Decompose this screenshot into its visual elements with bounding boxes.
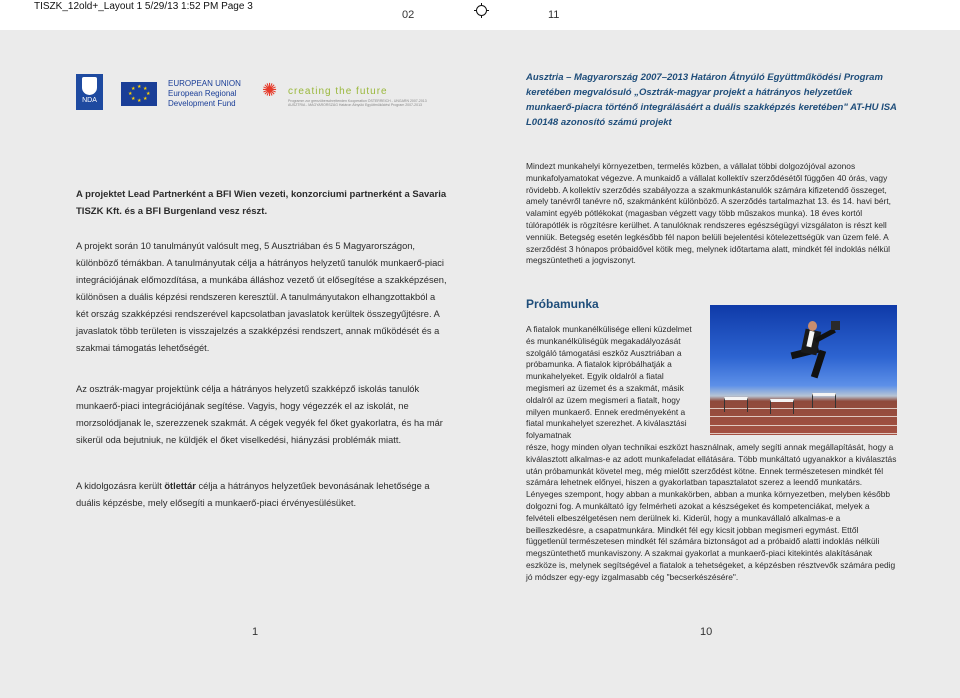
- top-page-number-left: 02: [402, 9, 415, 21]
- paragraph-selection: része, hogy minden olyan technikai eszközt használnak, amely segíti annak megállapítását, hogy a kiválasztott alkalmas-e az adott munkafeladat ellátására. Több munkáltató ugyanakkor a kiválasztás után próbamunkát követel meg, még mielőtt szerződést kötne. Ennek természetesen mindkét fél számára lehetnek előnyei, hiszen a gyakorlatban tapasztalatot szerez a leendő munkatárs. Lényeges szempont, hogy abban a munkakörben, abban a munka környezetben, melyben később dolgozni fog. A munkáltató így felmérheti azokat a készségeket és kompetenciákat, melyek a felvételi elbeszélgetésen nem derülnek ki. Kiderül, hogy a munkavállaló alkalmas-e a beilleszkedésre, a csapatmunkára. Mindkét fél egy kicsit jobban megismeri egymást. Ettől függetlenül természetesen mindkét fél számára biztonságot ad a próbaidő alatti indoklás nélküli megszüntethető munkaviszony. A szakmai gyakorlat a munkaerő-piaci kitekintés alakításának eszköze is, melynek segítségével a fiatalok a tehetségeket, a képzésben résztvevők számára pedig jó módszer egy-egy izgalmasabb cég "becserkészésére".: [526, 442, 897, 582]
- section-heading: Próbamunka: [526, 297, 599, 311]
- paragraph-project-goal: Az osztrák-magyar projektünk célja a hátrányos helyzetű szakképző iskolás tanulók munkaerő-piaci integrációjának segítése. Vagyis, hogy végezzék el az iskolát, ne morzsolódjanak le, szerezzenek szakmát. A cégek vegyék fel őket gyakorlatra, és ha már sikerül oda bejutniuk, ne küldjék el őket viselkedési, hiányzási problémák miatt.: [76, 384, 443, 445]
- hurdle: [724, 397, 748, 412]
- paragraph-study-trips: A projekt során 10 tanulmányút valósult meg, 5 Ausztriában és 5 Magyarországon, különböző témákban. A tanulmányutak célja a hátrányos helyzetű tanulók munkaerő-piaci integrációjának előmozdítása, a munkába álláshoz vezető út elősegítése a szakképzésen, különösen a duális képzési rendszeren keresztül. A tanulmányutakon elhangzottakból a két ország szakképzési rendszerével kapcsolatban javaslatok kerültek összegyűjtésre. A javaslatok több területen is visszajelzés a szakképzési rendszert, annak működését és a szakmai támogatás lehetőségét.: [76, 241, 447, 353]
- nda-label: NDA: [82, 97, 97, 104]
- paragraph-idea-bank: A kidolgozásra került ötlettár célja a hátrányos helyzetűek bevonásának lehetősége a duális képzésbe, mely elősegíti a munkaerő-piaci érvényesülésüket.: [76, 481, 430, 508]
- hurdle: [770, 399, 794, 414]
- logo-strip: [76, 74, 456, 114]
- eu-flag-icon: ★ ★ ★ ★ ★ ★ ★ ★: [121, 82, 157, 106]
- print-slug: TISZK_12old+_Layout 1 5/29/13 1:52 PM Page 3: [34, 1, 253, 12]
- registration-mark-icon: [474, 3, 489, 18]
- nda-crest-icon: [82, 77, 97, 95]
- nda-logo: [76, 74, 103, 110]
- intro-paragraph: A projektet Lead Partnerként a BFI Wien vezeti, konzorciumi partnerként a Savaria TISZK Kft. és a BFI Burgenland vesz részt.: [76, 189, 447, 217]
- hurdle: [812, 393, 836, 408]
- businessman-runner: [790, 319, 840, 381]
- creating-the-future-logo-icon: ✺: [262, 80, 278, 100]
- paragraph-trial-work: A fiatalok munkanélkülisége elleni küzdelmet és munkanélküliségük megakadályozását szolgáló támogatási eszköz Ausztriában a próbamunka. A fiatalok kipróbálhatják a munkahelyeket. Egyik oldalról a fiatal megismeri az üzemet és a szakmát, másik oldalról az üzem megismeri a fiatalt, hogy milyen munkaerő. Ennek eredményeként a fiatal munkahelyet szerezhet. A kiválasztási folyamatnak: [526, 324, 692, 441]
- eu-text: EUROPEAN UNION European Regional Development Fund: [168, 79, 241, 108]
- paragraph-workplace: Mindezt munkahelyi környezetben, termelés közben, a vállalat többi dolgozójóval azonos munkafolyamatokat végezve. A munkaidő a vállalat kollektív szerződésétől függően 40 órás, vagy rövidebb. A kollektív szerződés szabályozza a szakmunkástanulók számára kifizetendő összeget, amely tanévről tanévre nő, szakmánként különböző. A szerződés tartalmazhat 13. és 14. havi bért, valamint egyéb pótlékokat (magasban végzett vagy több műszakos munka). 18 éves kortól túlórapótlék is rögzítésre kerülhet. A tanulóknak rendszeres egészségügyi vizsgálaton is részt kell venniük. Betegség esetén legkésőbb fél napon belüli bejelentési kötelezettségük van üzem felé. A szerződést 3 hónapos próbaidővel kötik meg, melynek időtartama alatt, mindkét fél indoklás nélkül megszüntetheti a jogviszonyt.: [526, 161, 891, 266]
- page-number-right: 10: [700, 626, 713, 638]
- page-number-left: 1: [252, 626, 259, 638]
- hurdler-photo: [710, 305, 897, 435]
- project-header: Ausztria – Magyarország 2007–2013 Határon Átnyúló Együttműködési Program keretében megvalósuló „Osztrák-magyar projekt a hátrányos helyzetűek munkaerő-piacra történő integrálásáért a duális szakképzés keretében" AT-HU ISA L00148 azonosító számú projekt: [526, 72, 897, 128]
- top-page-number-right: 11: [548, 9, 560, 21]
- creating-the-future-logo: ✺ creating the future Programm zur grenzüberschreitenden Kooperation ÖSTERREICH - UNGARN 2007-2013 AUSZTRIA - MAGYARORSZÁG Határon Átnyúló Együttműködési Program 2007-2013: [262, 80, 427, 107]
